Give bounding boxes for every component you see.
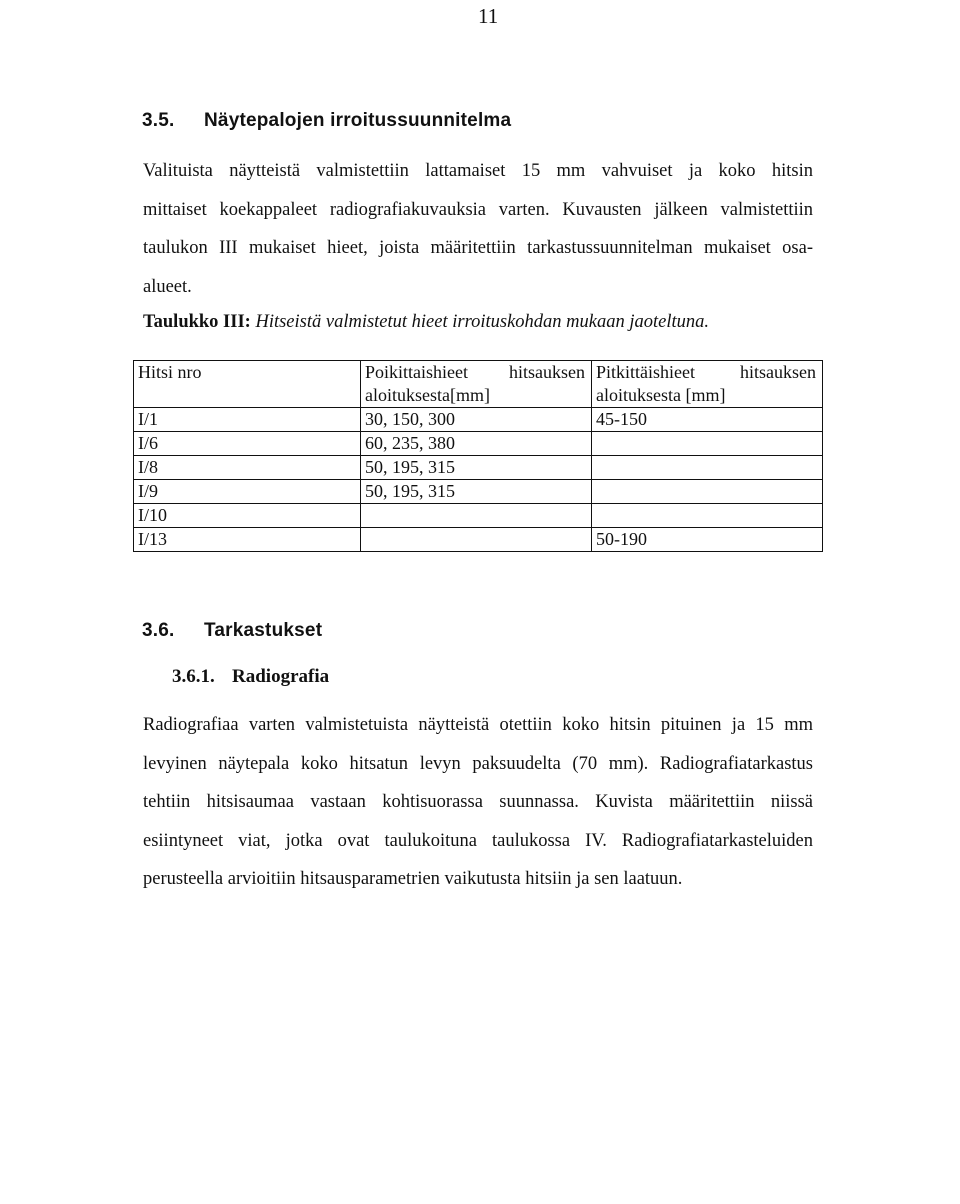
- section-number: 3.5.: [142, 110, 175, 131]
- table-row: [134, 432, 823, 456]
- cell-hitsi: I/13: [134, 528, 361, 552]
- section-heading-3-6-1: [172, 666, 329, 688]
- table-caption-label: Taulukko III:: [143, 312, 251, 332]
- table-row: [134, 456, 823, 480]
- paragraph-line: tehtiin hitsisaumaa vastaan kohtisuorassa suunnassa. Kuvista määritettiin niissä: [143, 792, 813, 812]
- cell-hitsi: I/10: [134, 504, 361, 528]
- section-title: Radiografia: [232, 666, 330, 687]
- cell-hitsi: I/1: [134, 408, 361, 432]
- cell-pitkittais: [592, 480, 823, 504]
- paragraph-line: mittaiset koekappaleet radiografiakuvauksia varten. Kuvausten jälkeen valmistettiin: [143, 199, 813, 220]
- cell-poikittais: 50, 195, 315: [361, 456, 592, 480]
- page-number: 11: [478, 4, 499, 28]
- cell-hitsi: I/9: [134, 480, 361, 504]
- paragraph-3-6-1: [143, 706, 813, 899]
- sample-table: [133, 360, 823, 552]
- cell-pitkittais: 50-190: [592, 528, 823, 552]
- section-title: Näytepalojen irroitussuunnitelma: [204, 110, 512, 131]
- section-heading-3-5: [142, 110, 511, 132]
- header-line: Poikittaishieet hitsauksen: [365, 362, 585, 382]
- table-caption: [143, 312, 709, 333]
- table-header-row: [134, 361, 823, 408]
- table-row: [134, 504, 823, 528]
- paragraph-line: alueet.: [143, 276, 192, 297]
- paragraph-line: Radiografiaa varten valmistetuista näytteistä otettiin koko hitsin pituinen ja 15 mm: [143, 715, 813, 735]
- paragraph-3-5: [143, 152, 813, 306]
- paragraph-line: Valituista näytteistä valmistettiin lattamaiset 15 mm vahvuiset ja koko hitsin: [143, 161, 813, 181]
- table-caption-text: Hitseistä valmistetut hieet irroituskohdan mukaan jaoteltuna.: [255, 312, 710, 332]
- cell-poikittais: 50, 195, 315: [361, 480, 592, 504]
- paragraph-line: esiintyneet viat, jotka ovat taulukoituna taulukossa IV. Radiografiatarkasteluiden: [143, 830, 813, 851]
- section-number: 3.6.1.: [172, 666, 215, 687]
- cell-pitkittais: [592, 456, 823, 480]
- cell-pitkittais: [592, 504, 823, 528]
- cell-poikittais: 30, 150, 300: [361, 408, 592, 432]
- table-row: [134, 408, 823, 432]
- header-hitsi-nro: Hitsi nro: [134, 361, 361, 408]
- paragraph-line: levyinen näytepala koko hitsatun levyn paksuudelta (70 mm). Radiografiatarkastus: [143, 753, 813, 774]
- paragraph-line: taulukon III mukaiset hieet, joista määritettiin tarkastussuunnitelman mukaiset osa-: [143, 238, 813, 258]
- cell-poikittais: [361, 504, 592, 528]
- cell-hitsi: I/6: [134, 432, 361, 456]
- cell-hitsi: I/8: [134, 456, 361, 480]
- header-pitkittaishieet: [592, 361, 823, 408]
- header-poikittaishieet: [361, 361, 592, 408]
- cell-poikittais: [361, 528, 592, 552]
- header-line: aloituksesta [mm]: [596, 385, 726, 405]
- section-title: Tarkastukset: [204, 620, 323, 641]
- header-line: Pitkittäishieet hitsauksen: [596, 362, 816, 382]
- paragraph-line: perusteella arvioitiin hitsausparametrien vaikutusta hitsiin ja sen laatuun.: [143, 869, 683, 889]
- section-number: 3.6.: [142, 620, 175, 641]
- table-row: [134, 480, 823, 504]
- header-line: aloituksesta[mm]: [365, 385, 490, 405]
- cell-pitkittais: [592, 432, 823, 456]
- section-heading-3-6: [142, 620, 322, 642]
- table-row: [134, 528, 823, 552]
- cell-poikittais: 60, 235, 380: [361, 432, 592, 456]
- cell-pitkittais: 45-150: [592, 408, 823, 432]
